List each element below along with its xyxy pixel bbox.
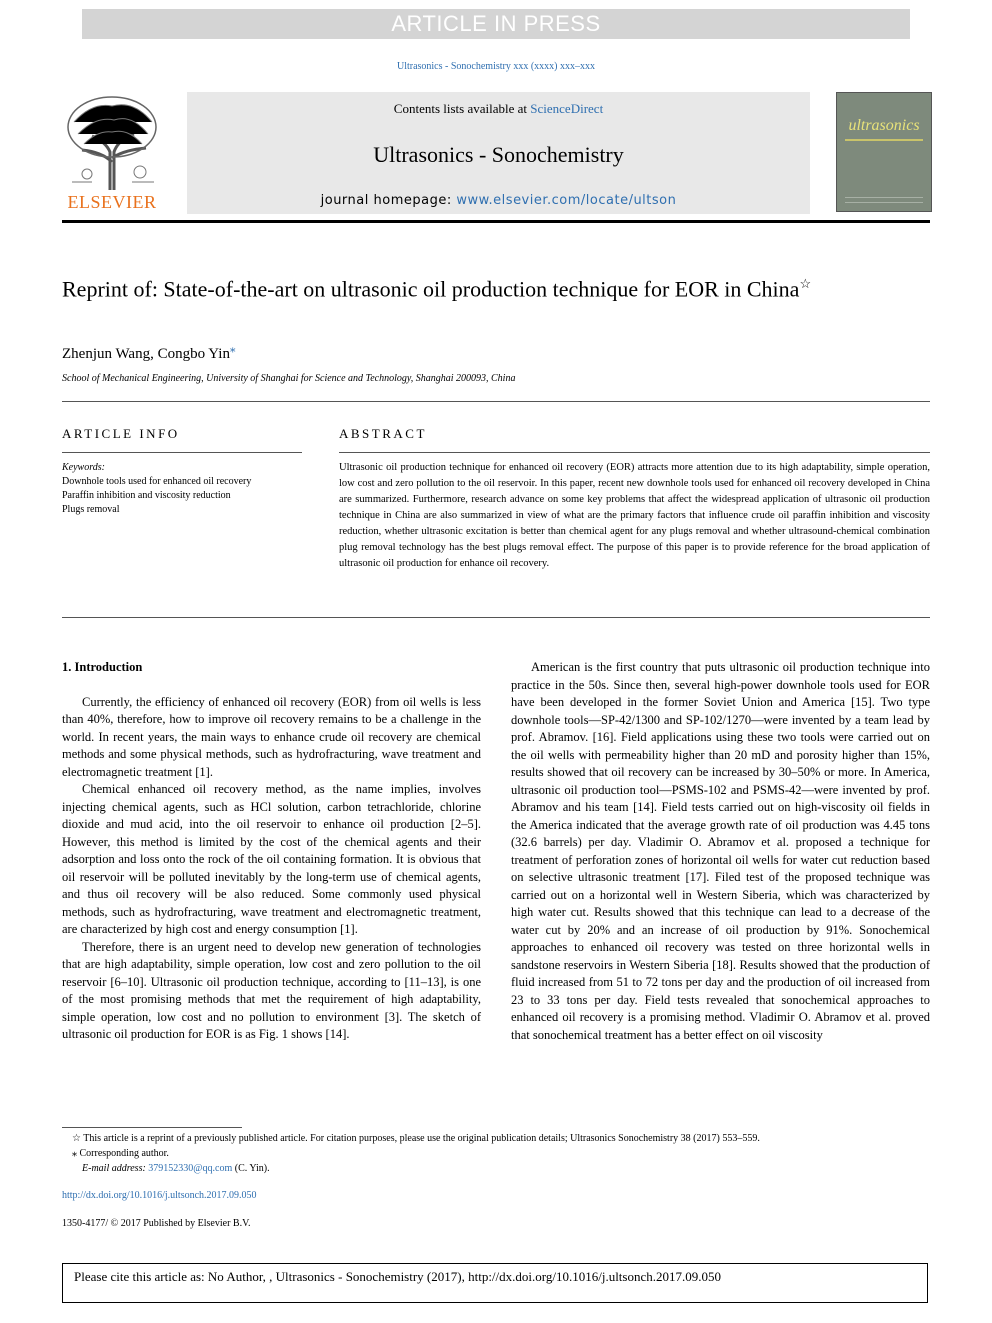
article-title-text: Reprint of: State-of-the-art on ultrasonic oil production technique for EOR in China	[62, 276, 800, 302]
footnote-rule	[62, 1127, 242, 1128]
article-info-rule	[62, 452, 302, 453]
title-footnote-mark[interactable]: ☆	[799, 276, 812, 291]
article-title	[62, 270, 930, 303]
paragraph: Currently, the efficiency of enhanced oil recovery (EOR) from oil wells is less than 40%, therefore, how to improve oil recovery remains to be a challenge in the world. In recent years, the main ways to enhance crude oil recovery are chemical methods and some physical methods, such as hydrofracturing, wave treatment and electromagnetic treatment [1].	[62, 694, 481, 779]
keyword-item: Plugs removal	[62, 504, 120, 515]
corresponding-author-mark[interactable]: ⁎	[229, 343, 236, 355]
cover-title: ultrasonics	[848, 117, 920, 134]
article-info-heading: ARTICLE INFO	[62, 426, 180, 441]
abstract-bottom-rule	[62, 617, 930, 618]
elsevier-tree-icon	[62, 92, 162, 192]
footnote-mark: ⁎	[72, 1148, 77, 1159]
homepage-link[interactable]: www.elsevier.com/locate/ultson	[456, 193, 677, 208]
section-heading-introduction: 1. Introduction	[62, 660, 143, 674]
abstract-heading: ABSTRACT	[339, 426, 427, 441]
paragraph: Therefore, there is an urgent need to develop new generation of technologies that are high adaptability, simple operation, low cost and zero pollution to the oil reservoir [6–10]. Ultrasonic oil production technique, according to [11–13], is one of the most promising methods that met the requirement of high adaptability, simple operation, low cost and no pollution to environment [3]. The sketch of ultrasonic oil production for EOR is as Fig. 1 shows [14].	[62, 939, 481, 1041]
keywords-block	[62, 461, 302, 517]
header-rule	[62, 401, 930, 402]
email-link[interactable]: 379152330@qq.com	[148, 1163, 233, 1174]
contents-line	[187, 101, 810, 117]
footnote-corresponding	[62, 1146, 930, 1161]
citation-text: Please cite this article as: No Author, , Ultrasonics - Sonochemistry (2017), http://dx.doi.org/10.1016/j.ultsonch.2017.09.050	[74, 1269, 721, 1284]
authors-text: Zhenjun Wang, Congbo Yin	[62, 346, 230, 362]
paragraph: American is the first country that puts ultrasonic oil production technique into practice in the 50s. Since then, several high-power downhole tools used for EOR have been developed in the former Soviet Union and America [15]. Two type downhole tools—SP-42/1300 and SP-102/1270—were invented by a team lead by prof. Abramov. [16]. Field applications using these two tools were carried out on the oil wells with permeability higher than 20 mD and porosity higher than 15%, results showed that oil recovery can be increased by 30–50% or more. In America, ultrasonic oil production tool—PSMS-102 and PSMS-42—were invented by prof. Abramov and his team [14]. Field tests carried out on high-viscosity oil fields in the America indicated that the average growth rate of oil production was 4.45 tons (32.6 barrels) per day. Vladimir O. Abramov et al. proposed a technique for treatment of perforation zones of horizontal oil wells for water cut reduction based on selective ultrasonic treatment [17]. Filed test of the proposed technique was carried out on a horizontal well in Western Siberia, which was characterized by high water cut. Results showed that this technique can lead to a decrease of the water cut by 20% and an increase of oil production by 91%. Sonochemical approaches to enhanced oil recovery was tested on three horizontal wells in sandstone reservoirs in Western Siberia [18]. Results showed that the production of fluid increased from 51 to 72 tons per day and the production of oil increased from 23 to 33 tons per day. Field tests revealed that sonochemical approaches to enhanced oil recovery is a promising method. Vladimir O. Abramov et al. proved that sonochemical treatment has a better effect on oil viscosity	[511, 660, 930, 1042]
elsevier-logo	[62, 92, 162, 212]
homepage-prefix: journal homepage:	[320, 193, 457, 208]
sciencedirect-link[interactable]: ScienceDirect	[530, 101, 604, 116]
journal-homepage	[187, 193, 810, 208]
affiliation: School of Mechanical Engineering, University of Shanghai for Science and Technology, Shanghai 200093, China	[62, 373, 516, 384]
email-label: E-mail address:	[82, 1163, 149, 1174]
keyword-item: Paraffin inhibition and viscosity reduction	[62, 490, 231, 501]
footnotes	[62, 1131, 930, 1176]
footnote-text: Corresponding author.	[79, 1148, 169, 1159]
keyword-item: Downhole tools used for enhanced oil recovery	[62, 476, 252, 487]
journal-reference[interactable]: Ultrasonics - Sonochemistry xxx (xxxx) xxx–xxx	[396, 61, 596, 72]
footnote-mark: ☆	[72, 1133, 81, 1144]
abstract-rule	[339, 452, 930, 453]
journal-title: Ultrasonics - Sonochemistry	[373, 142, 624, 167]
footnote-reprint	[62, 1131, 930, 1146]
body-left-column	[62, 659, 481, 1044]
keywords-label: Keywords:	[62, 462, 105, 473]
footnote-text: This article is a reprint of a previously published article. For citation purposes, please use the original publication details; Ultrasonics Sonochemistry 38 (2017) 553–559.	[83, 1133, 760, 1144]
contents-prefix: Contents lists available at	[393, 101, 531, 116]
masthead-rule	[62, 220, 930, 223]
citation-box	[62, 1263, 928, 1303]
body-right-column	[511, 659, 930, 1044]
paragraph: Chemical enhanced oil recovery method, as the name implies, involves injecting chemical agents, such as HCl solution, carbon tetrachloride, chlorine dioxide and mud acid, into the oil reservoir to enhance oil production [2–5]. However, this method is limited by the cost of the chemical agents and their adsorption and loss onto the rock of the oil containing formation. It is obvious that oil reservoir will be polluted inevitably by the long-term use of chemical agents, and thus oil recovery will be also reduced. Some commonly used physical methods, such as hydrofracturing, wave treatment and electromagnetic treatment, are characterized by high cost and energy consumption [1].	[62, 782, 481, 936]
author-list	[62, 342, 235, 363]
doi-link[interactable]: http://dx.doi.org/10.1016/j.ultsonch.2017.09.050	[62, 1190, 257, 1201]
article-in-press-banner: ARTICLE IN PRESS	[82, 9, 910, 39]
abstract-text: Ultrasonic oil production technique for enhanced oil recovery (EOR) attracts more attention due to its high adaptability, simple operation, low cost and zero pollution to the oil reservoir. In this paper, recent new downhole tools used for enhanced oil recovery developed in China are summarized. Furthermore, research advance on some key problems that affect the widespread application of ultrasonic oil production technique in China are also summarized in view of what are the primary factors that influence crude oil paraffin inhibition and viscosity reduction, whether ultrasonic excitation is better than chemical agent for any plugs removal and whether ultrasound-chemical combination plug removal technology has the best plugs removal effect. The purpose of this paper is to provide reference for the broad application of ultrasonic oil production for enhance oil recovery.	[339, 462, 930, 569]
issn-copyright: 1350-4177/ © 2017 Published by Elsevier B.V.	[62, 1218, 251, 1229]
journal-cover-thumbnail[interactable]	[836, 92, 932, 212]
elsevier-wordmark: ELSEVIER	[67, 192, 157, 212]
email-suffix: (C. Yin).	[232, 1163, 270, 1174]
footnote-email	[62, 1161, 930, 1176]
